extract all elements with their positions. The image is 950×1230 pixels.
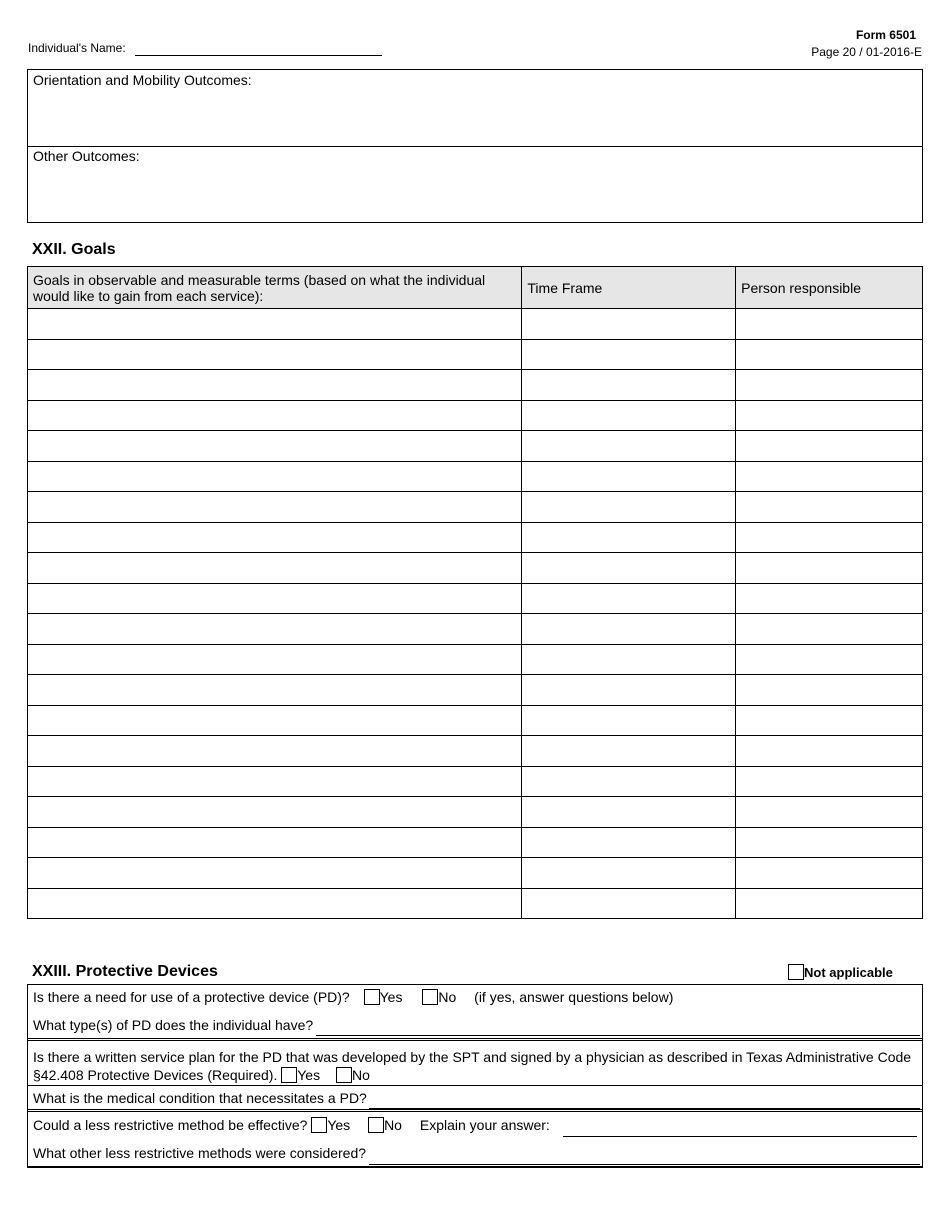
goal-cell[interactable] bbox=[28, 705, 522, 736]
time-frame-cell[interactable] bbox=[522, 766, 736, 797]
pd-type-field[interactable] bbox=[316, 1020, 920, 1036]
time-frame-cell[interactable] bbox=[522, 583, 736, 614]
pd-service-plan-question bbox=[33, 1048, 918, 1084]
goals-row bbox=[28, 858, 923, 889]
person-responsible-cell[interactable] bbox=[736, 644, 923, 675]
less-restrictive-yes-label: Yes bbox=[327, 1117, 351, 1133]
goal-cell[interactable] bbox=[28, 400, 522, 431]
outcomes-box bbox=[27, 69, 923, 223]
goal-cell[interactable] bbox=[28, 309, 522, 340]
goal-cell[interactable] bbox=[28, 461, 522, 492]
not-applicable-option[interactable] bbox=[788, 964, 893, 980]
goals-row bbox=[28, 492, 923, 523]
goals-row bbox=[28, 797, 923, 828]
time-frame-cell[interactable] bbox=[522, 614, 736, 645]
time-frame-cell[interactable] bbox=[522, 553, 736, 584]
time-frame-cell[interactable] bbox=[522, 339, 736, 370]
orientation-outcomes-field[interactable] bbox=[28, 70, 922, 147]
not-applicable-checkbox[interactable] bbox=[788, 964, 804, 980]
person-responsible-cell[interactable] bbox=[736, 888, 923, 919]
person-responsible-cell[interactable] bbox=[736, 858, 923, 889]
goal-cell[interactable] bbox=[28, 827, 522, 858]
goals-row bbox=[28, 675, 923, 706]
goal-cell[interactable] bbox=[28, 644, 522, 675]
section-divider bbox=[28, 1109, 922, 1112]
less-restrictive-no-label: No bbox=[384, 1117, 402, 1133]
goal-cell[interactable] bbox=[28, 858, 522, 889]
other-methods-field[interactable] bbox=[369, 1148, 920, 1165]
page-info: Page 20 / 01-2016-E bbox=[811, 45, 922, 59]
less-restrictive-question bbox=[33, 1117, 550, 1133]
time-frame-cell[interactable] bbox=[522, 888, 736, 919]
person-responsible-column-header: Person responsible bbox=[736, 267, 923, 309]
time-frame-cell[interactable] bbox=[522, 370, 736, 401]
pd-service-plan-yes-checkbox[interactable] bbox=[281, 1067, 297, 1083]
person-responsible-cell[interactable] bbox=[736, 400, 923, 431]
pd-service-plan-label-line2: §42.408 Protective Devices (Required). bbox=[33, 1067, 278, 1083]
person-responsible-cell[interactable] bbox=[736, 797, 923, 828]
time-frame-column-header: Time Frame bbox=[522, 267, 736, 309]
goals-row bbox=[28, 400, 923, 431]
goal-cell[interactable] bbox=[28, 797, 522, 828]
explain-answer-field[interactable] bbox=[563, 1121, 917, 1137]
orientation-outcomes-label: Orientation and Mobility Outcomes: bbox=[33, 72, 252, 88]
goals-row bbox=[28, 583, 923, 614]
time-frame-cell[interactable] bbox=[522, 675, 736, 706]
goal-cell[interactable] bbox=[28, 766, 522, 797]
goal-cell[interactable] bbox=[28, 553, 522, 584]
goals-row bbox=[28, 431, 923, 462]
pd-service-plan-label-line1: Is there a written service plan for the PD that was developed by the SPT and signed by a physician as described in Texas Administrative Code bbox=[33, 1049, 912, 1065]
time-frame-cell[interactable] bbox=[522, 492, 736, 523]
individual-name-field[interactable] bbox=[135, 41, 382, 56]
goal-cell[interactable] bbox=[28, 370, 522, 401]
person-responsible-cell[interactable] bbox=[736, 614, 923, 645]
goal-cell[interactable] bbox=[28, 614, 522, 645]
person-responsible-cell[interactable] bbox=[736, 827, 923, 858]
pd-service-plan-no-label: No bbox=[351, 1067, 370, 1083]
time-frame-cell[interactable] bbox=[522, 705, 736, 736]
medical-condition-field[interactable] bbox=[369, 1093, 920, 1109]
person-responsible-cell[interactable] bbox=[736, 461, 923, 492]
other-methods-label: What other less restrictive methods were considered? bbox=[33, 1145, 367, 1161]
goal-cell[interactable] bbox=[28, 492, 522, 523]
other-outcomes-field[interactable] bbox=[28, 147, 922, 222]
goals-row bbox=[28, 766, 923, 797]
goal-cell[interactable] bbox=[28, 583, 522, 614]
goals-row bbox=[28, 522, 923, 553]
time-frame-cell[interactable] bbox=[522, 431, 736, 462]
time-frame-cell[interactable] bbox=[522, 858, 736, 889]
other-outcomes-label: Other Outcomes: bbox=[33, 148, 140, 164]
goals-body bbox=[28, 309, 923, 919]
pd-need-no-checkbox[interactable] bbox=[422, 989, 438, 1005]
protective-section-title: XXIII. Protective Devices bbox=[32, 963, 218, 980]
time-frame-cell[interactable] bbox=[522, 644, 736, 675]
time-frame-cell[interactable] bbox=[522, 827, 736, 858]
goal-cell[interactable] bbox=[28, 431, 522, 462]
time-frame-cell[interactable] bbox=[522, 522, 736, 553]
section-divider bbox=[28, 1038, 922, 1041]
goals-column-header: Goals in observable and measurable terms (based on what the individual would like to gain from each service): bbox=[28, 267, 522, 309]
person-responsible-cell[interactable] bbox=[736, 339, 923, 370]
individual-name-label: Individual's Name: bbox=[28, 41, 126, 55]
pd-type-label: What type(s) of PD does the individual have? bbox=[33, 1017, 314, 1033]
person-responsible-cell[interactable] bbox=[736, 705, 923, 736]
time-frame-cell[interactable] bbox=[522, 797, 736, 828]
time-frame-cell[interactable] bbox=[522, 736, 736, 767]
goal-cell[interactable] bbox=[28, 522, 522, 553]
goals-row bbox=[28, 309, 923, 340]
goal-cell[interactable] bbox=[28, 339, 522, 370]
time-frame-cell[interactable] bbox=[522, 400, 736, 431]
goals-row bbox=[28, 339, 923, 370]
goals-section-title: XXII. Goals bbox=[32, 241, 116, 258]
pd-need-no-label: No bbox=[438, 989, 457, 1005]
form-number: Form 6501 bbox=[855, 28, 916, 42]
person-responsible-cell[interactable] bbox=[736, 736, 923, 767]
person-responsible-cell[interactable] bbox=[736, 522, 923, 553]
less-restrictive-no-checkbox[interactable] bbox=[368, 1117, 384, 1133]
medical-condition-label: What is the medical condition that necessitates a PD? bbox=[33, 1090, 367, 1106]
person-responsible-cell[interactable] bbox=[736, 431, 923, 462]
pd-need-yes-checkbox[interactable] bbox=[364, 989, 380, 1005]
goal-cell[interactable] bbox=[28, 675, 522, 706]
goals-row bbox=[28, 644, 923, 675]
pd-service-plan-yes-label: Yes bbox=[297, 1067, 321, 1083]
pd-service-plan-no-checkbox[interactable] bbox=[336, 1067, 352, 1083]
time-frame-cell[interactable] bbox=[522, 309, 736, 340]
person-responsible-cell[interactable] bbox=[736, 553, 923, 584]
pd-need-note: (if yes, answer questions below) bbox=[474, 989, 674, 1005]
person-responsible-cell[interactable] bbox=[736, 766, 923, 797]
goals-header-row bbox=[28, 267, 923, 309]
pd-need-label: Is there a need for use of a protective device (PD)? bbox=[33, 989, 350, 1005]
goals-row bbox=[28, 614, 923, 645]
pd-need-question bbox=[33, 989, 927, 1005]
goals-row bbox=[28, 461, 923, 492]
goals-row bbox=[28, 705, 923, 736]
goals-row bbox=[28, 553, 923, 584]
goals-row bbox=[28, 888, 923, 919]
person-responsible-cell[interactable] bbox=[736, 583, 923, 614]
divider bbox=[28, 1085, 922, 1086]
goals-row bbox=[28, 827, 923, 858]
goal-cell[interactable] bbox=[28, 888, 522, 919]
goals-row bbox=[28, 370, 923, 401]
less-restrictive-yes-checkbox[interactable] bbox=[311, 1117, 327, 1133]
person-responsible-cell[interactable] bbox=[736, 675, 923, 706]
person-responsible-cell[interactable] bbox=[736, 492, 923, 523]
person-responsible-cell[interactable] bbox=[736, 309, 923, 340]
explain-answer-label: Explain your answer: bbox=[419, 1117, 550, 1133]
goals-row bbox=[28, 736, 923, 767]
pd-need-yes-label: Yes bbox=[379, 989, 403, 1005]
goals-table bbox=[27, 266, 923, 919]
goal-cell[interactable] bbox=[28, 736, 522, 767]
not-applicable-label: Not applicable bbox=[804, 965, 893, 980]
time-frame-cell[interactable] bbox=[522, 461, 736, 492]
less-restrictive-label: Could a less restrictive method be effective? bbox=[33, 1117, 308, 1133]
person-responsible-cell[interactable] bbox=[736, 370, 923, 401]
